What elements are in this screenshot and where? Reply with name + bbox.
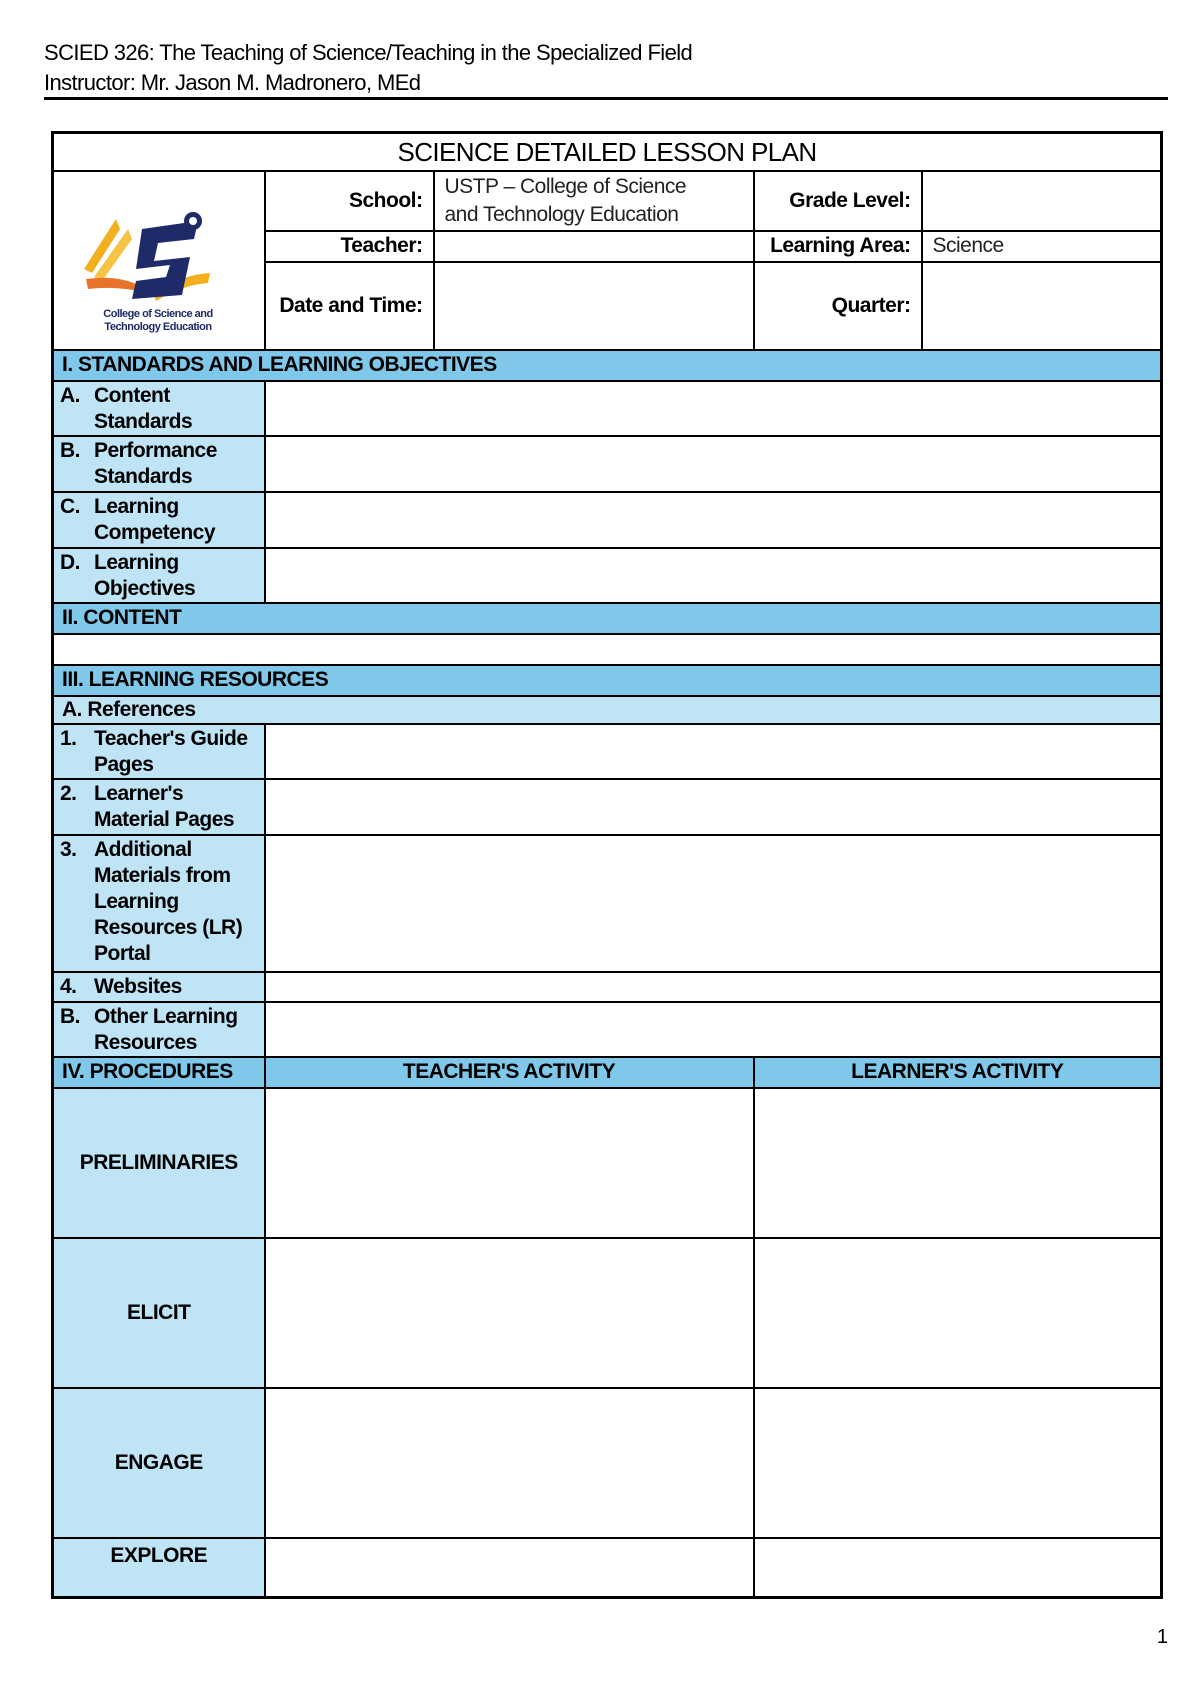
explore-learner-field[interactable]: [754, 1538, 1162, 1598]
phase-explore: EXPLORE: [53, 1538, 265, 1598]
school-label: School:: [265, 171, 434, 231]
phase-engage: ENGAGE: [53, 1388, 265, 1538]
learning-objectives-label: D. Learning Objectives: [53, 548, 265, 603]
page-number: 1: [1156, 1626, 1168, 1648]
document-header: [44, 38, 1168, 98]
lesson-plan-title: SCIENCE DETAILED LESSON PLAN: [53, 133, 1162, 171]
svg-text:Technology Education: Technology Education: [104, 320, 212, 333]
quarter-value[interactable]: [922, 262, 1162, 350]
school-value[interactable]: [434, 171, 754, 231]
learners-material-label: 2. Learner's Material Pages: [53, 779, 265, 835]
content-standards-label: A. Content Standards: [53, 381, 265, 436]
websites-field[interactable]: [265, 972, 1162, 1002]
performance-standards-field[interactable]: [265, 436, 1162, 492]
websites-label: 4. Websites: [53, 972, 265, 1002]
teacher-value[interactable]: [434, 231, 754, 262]
grade-level-value[interactable]: [922, 171, 1162, 231]
date-time-label: Date and Time:: [265, 262, 434, 350]
elicit-learner-field[interactable]: [754, 1238, 1162, 1388]
section-standards-objectives: I. STANDARDS AND LEARNING OBJECTIVES: [53, 350, 1162, 381]
preliminaries-teacher-field[interactable]: [265, 1088, 754, 1238]
school-value-line2: and Technology Education: [444, 202, 679, 226]
learning-competency-field[interactable]: [265, 492, 1162, 548]
college-logo-icon: [58, 177, 258, 337]
learning-area-label: Learning Area:: [754, 231, 922, 262]
header-divider: [44, 97, 1168, 100]
performance-standards-label: B. Performance Standards: [53, 436, 265, 492]
instructor-name: Instructor: Mr. Jason M. Madronero, MEd: [44, 70, 421, 95]
learning-objectives-field[interactable]: [265, 548, 1162, 603]
learners-activity-header: LEARNER'S ACTIVITY: [754, 1057, 1162, 1088]
section-procedures: IV. PROCEDURES: [53, 1057, 265, 1088]
date-time-value[interactable]: [434, 262, 754, 350]
other-resources-label: B. Other Learning Resources: [53, 1002, 265, 1057]
references-label: A. References: [53, 696, 1162, 724]
section-learning-resources: III. LEARNING RESOURCES: [53, 665, 1162, 696]
lesson-plan-table: [51, 131, 1163, 1599]
content-standards-field[interactable]: [265, 381, 1162, 436]
phase-preliminaries: PRELIMINARIES: [53, 1088, 265, 1238]
school-value-line1: USTP – College of Science: [444, 174, 687, 198]
learners-material-field[interactable]: [265, 779, 1162, 835]
engage-learner-field[interactable]: [754, 1388, 1162, 1538]
teachers-guide-field[interactable]: [265, 724, 1162, 779]
teachers-guide-label: 1. Teacher's Guide Pages: [53, 724, 265, 779]
phase-elicit: ELICIT: [53, 1238, 265, 1388]
college-logo: [53, 171, 265, 350]
course-title: SCIED 326: The Teaching of Science/Teaching in the Specialized Field: [44, 40, 693, 65]
learning-area-value[interactable]: Science: [922, 231, 1162, 262]
section-content: II. CONTENT: [53, 603, 1162, 634]
content-field[interactable]: [53, 634, 1162, 665]
other-resources-field[interactable]: [265, 1002, 1162, 1057]
learning-competency-label: C. Learning Competency: [53, 492, 265, 548]
additional-materials-label: 3. Additional Materials from Learning Resources (LR) Portal: [53, 835, 265, 972]
elicit-teacher-field[interactable]: [265, 1238, 754, 1388]
engage-teacher-field[interactable]: [265, 1388, 754, 1538]
svg-text:College of Science and: College of Science and: [103, 307, 213, 320]
grade-level-label: Grade Level:: [754, 171, 922, 231]
preliminaries-learner-field[interactable]: [754, 1088, 1162, 1238]
explore-teacher-field[interactable]: [265, 1538, 754, 1598]
teacher-label: Teacher:: [265, 231, 434, 262]
teachers-activity-header: TEACHER'S ACTIVITY: [265, 1057, 754, 1088]
quarter-label: Quarter:: [754, 262, 922, 350]
additional-materials-field[interactable]: [265, 835, 1162, 972]
